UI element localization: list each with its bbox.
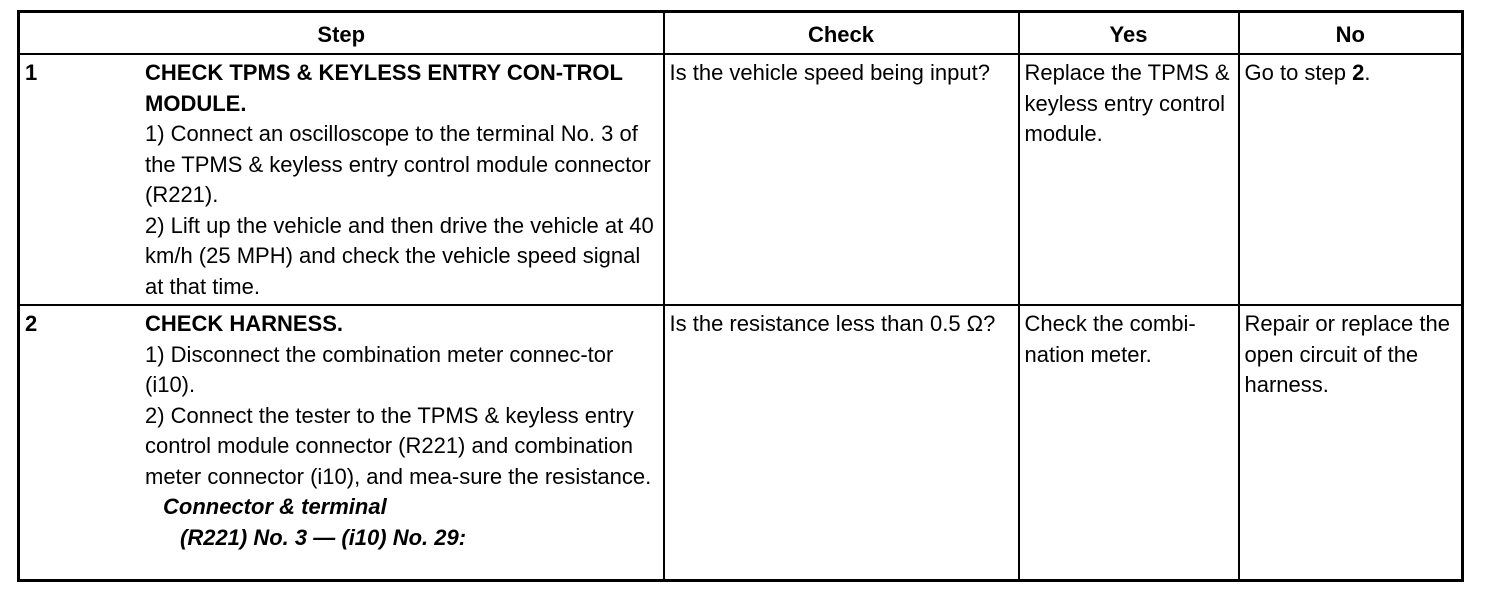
step-instruction: 2) Connect the tester to the TPMS & keyless entry control module connector (R221) and combination meter connector (i10), and mea-sure the resistance. <box>145 402 652 489</box>
no-text: Go to step <box>1244 60 1353 85</box>
header-step: Step <box>19 12 664 55</box>
header-yes: Yes <box>1019 12 1239 55</box>
no-suffix: . <box>1364 60 1371 85</box>
no-cell <box>1239 54 1463 305</box>
step-number: 1 <box>25 60 38 85</box>
step-cell <box>19 305 664 581</box>
header-check: Check <box>664 12 1019 55</box>
diagnostic-table <box>17 10 1464 582</box>
step-cell <box>19 54 664 305</box>
step-instruction: 1) Connect an oscilloscope to the terminal No. 3 of the TPMS & keyless entry control module connector (R221). <box>145 121 651 207</box>
step-instruction: 2) Lift up the vehicle and then drive the vehicle at 40 km/h (25 MPH) and check the vehicle speed signal at that time. <box>145 212 654 299</box>
no-cell: Repair or replace the open circuit of the harness. <box>1239 305 1463 581</box>
step-title: CHECK HARNESS. <box>145 311 344 336</box>
table-row <box>19 54 1463 305</box>
header-no: No <box>1239 12 1463 55</box>
table-row <box>19 305 1463 581</box>
check-cell: Is the vehicle speed being input? <box>664 54 1019 305</box>
step-instruction: 1) Disconnect the combination meter connec-tor (i10). <box>145 341 614 397</box>
step-number: 2 <box>25 311 38 336</box>
connector-value: (R221) No. 3 — (i10) No. 29: <box>180 524 467 550</box>
no-step-number: 2 <box>1352 60 1365 85</box>
yes-cell: Replace the TPMS & keyless entry control module. <box>1019 54 1239 305</box>
header-row <box>19 12 1463 55</box>
step-title: CHECK TPMS & KEYLESS ENTRY CON-TROL MODULE. <box>145 60 623 116</box>
yes-cell: Check the combi-nation meter. <box>1019 305 1239 581</box>
connector-title: Connector & terminal <box>163 494 387 519</box>
check-cell: Is the resistance less than 0.5 Ω? <box>664 305 1019 581</box>
